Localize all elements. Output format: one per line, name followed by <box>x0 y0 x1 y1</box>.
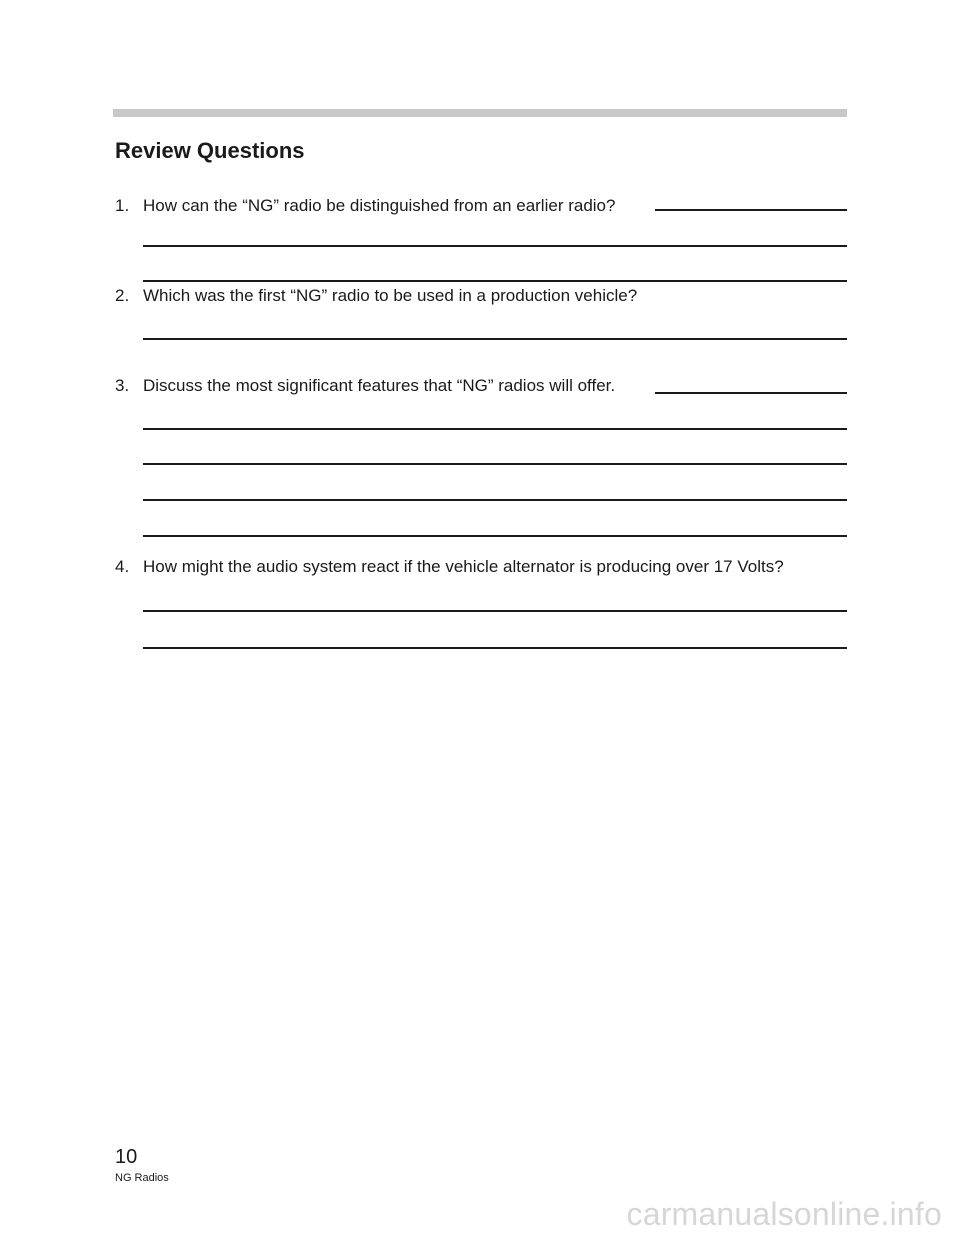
question-3 <box>115 375 615 397</box>
question-text: Which was the first “NG” radio to be used in a production vehicle? <box>143 286 638 305</box>
answer-line[interactable] <box>143 245 847 247</box>
header-divider <box>113 109 847 117</box>
answer-line[interactable] <box>143 647 847 649</box>
question-1 <box>115 195 615 217</box>
watermark: carmanualsonline.info <box>626 1196 942 1232</box>
answer-line[interactable] <box>143 280 847 282</box>
answer-line[interactable] <box>143 338 847 340</box>
question-number: 4. <box>115 557 130 576</box>
page-number: 10 <box>115 1146 138 1168</box>
answer-line[interactable] <box>143 535 847 537</box>
question-number: 1. <box>115 196 130 215</box>
answer-line[interactable] <box>143 610 847 612</box>
answer-line[interactable] <box>655 392 847 394</box>
question-text: Discuss the most significant features that “NG” radios will offer. <box>143 376 616 395</box>
footer-label: NG Radios <box>115 1172 169 1184</box>
section-title: Review Questions <box>115 138 305 163</box>
answer-line[interactable] <box>143 499 847 501</box>
question-number: 3. <box>115 376 130 395</box>
question-text: How can the “NG” radio be distinguished from an earlier radio? <box>143 196 616 215</box>
question-number: 2. <box>115 286 130 305</box>
question-text: How might the audio system react if the vehicle alternator is producing over 17 Volts? <box>143 557 784 576</box>
question-4 <box>115 556 784 578</box>
answer-line[interactable] <box>143 428 847 430</box>
answer-line[interactable] <box>143 463 847 465</box>
answer-line[interactable] <box>655 209 847 211</box>
question-2 <box>115 285 637 307</box>
